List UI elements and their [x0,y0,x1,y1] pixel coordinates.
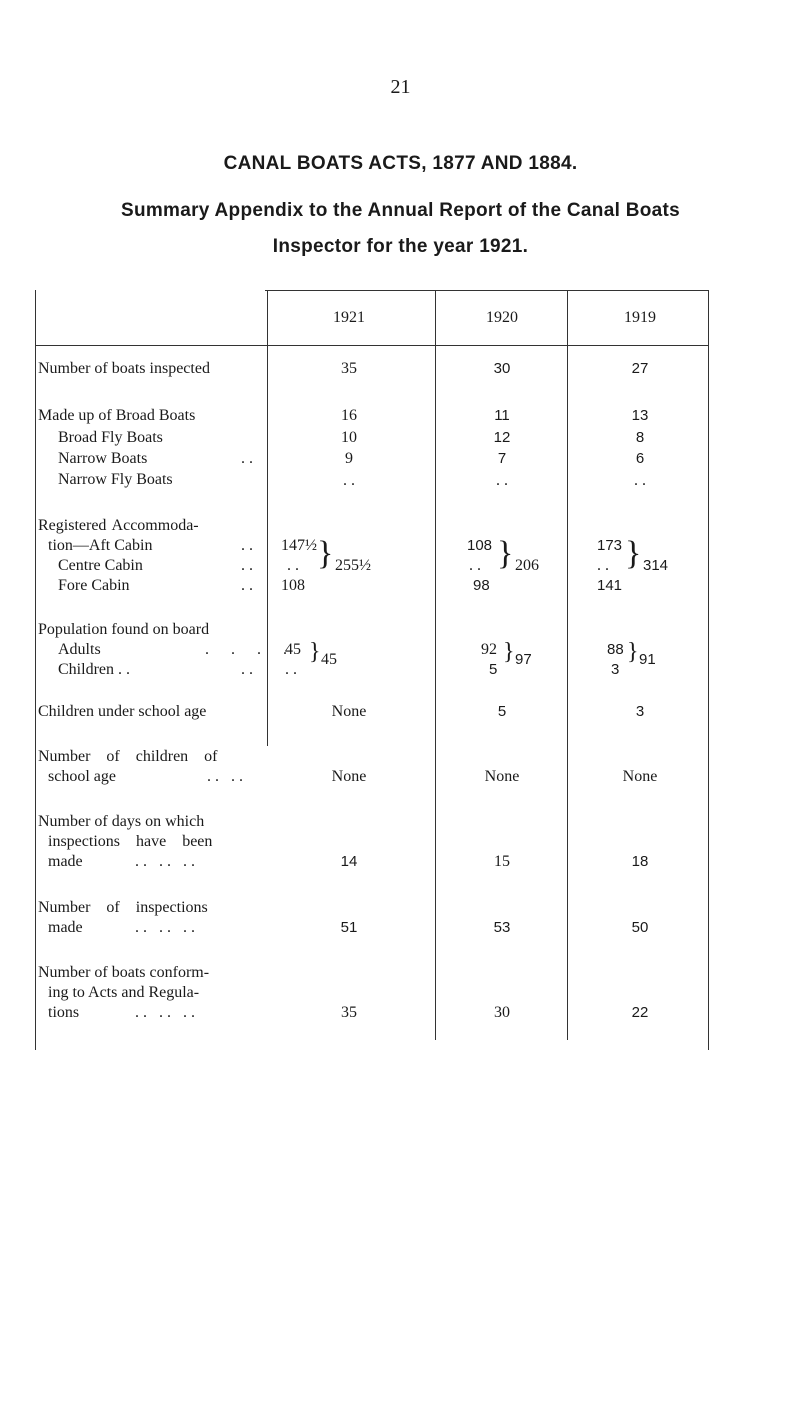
page-number: 21 [390,76,411,98]
cell-value: . . [634,472,646,489]
leader-dots: . . . . [207,768,243,785]
cell-value: . . [469,557,481,574]
row-label-children: Children . . [58,661,130,678]
column-rule-1 [267,290,268,746]
cell-value: 147½ [281,537,317,554]
cell-value: 18 [631,853,649,870]
row-label-adults: Adults [58,641,101,658]
table-top-rule [265,290,708,291]
cell-value: 22 [631,1004,649,1021]
row-label-broad-fly-boats: Broad Fly Boats [58,429,163,446]
summary-table [35,290,708,1050]
row-label-inspections-made-cont: made [48,919,83,936]
document-subtitle-line-1: Summary Appendix to the Annual Report of the Canal Boats [120,200,681,221]
leader-dots: . . [241,450,253,467]
cell-value: 30 [494,1004,510,1021]
column-rule-3 [567,290,568,1040]
cell-value: 173 [597,537,623,554]
row-label-broad-boats: Made up of Broad Boats [38,407,196,424]
cell-value: 30 [493,360,511,377]
row-label-narrow-boats: Narrow Boats [58,450,148,467]
row-label-boats-conforming: Number of boats conform- [38,964,210,981]
cell-value: 6 [635,450,645,467]
cell-value: 16 [341,407,357,424]
document-title: CANAL BOATS ACTS, 1877 AND 1884. [223,153,578,174]
row-label-children-of-school-age-cont: school age [48,768,116,785]
cell-total: 206 [515,557,539,574]
cell-value: 8 [635,429,645,446]
table-left-rule [35,290,36,1050]
row-label-registered-accommodation: Registered Accommoda- [38,517,199,534]
leader-dots: . . [241,661,253,678]
cell-value: 53 [493,919,511,936]
cell-value: 27 [631,360,649,377]
cell-value: 35 [341,360,357,377]
cell-total: 314 [643,557,669,574]
brace-icon: } [503,639,515,665]
cell-value: None [331,768,367,785]
cell-value: 45 [285,641,301,658]
cell-value: 5 [489,661,498,678]
brace-icon: } [627,639,639,665]
cell-value: 7 [497,450,507,467]
leader-dots: . . [241,557,253,574]
cell-value: 108 [281,577,305,594]
cell-value: 141 [597,577,623,594]
cell-value: . . [343,472,355,489]
table-right-rule [708,290,709,1050]
cell-value: . . [597,557,609,574]
cell-value: 3 [611,661,620,678]
cell-value: 14 [340,853,358,870]
cell-value: . . [287,557,299,574]
column-header-1921: 1921 [333,309,365,326]
document-subtitle-line-2: Inspector for the year 1921. [272,236,529,257]
cell-value: 50 [631,919,649,936]
cell-value: 88 [607,641,624,658]
cell-total: 45 [321,651,337,668]
leader-dots: . . . . . . [135,919,195,936]
row-label-boats-conforming-cont: ing to Acts and Regula- [48,984,200,1001]
cell-value: 15 [494,853,510,870]
brace-icon: } [309,639,321,665]
row-label-narrow-fly-boats: Narrow Fly Boats [58,471,173,488]
cell-value: 10 [341,429,357,446]
cell-value: 5 [497,703,507,720]
cell-value: 12 [493,429,511,446]
row-label-days-inspected-cont2: made [48,853,83,870]
cell-value: . . [496,472,508,489]
row-label-centre-cabin: Centre Cabin [58,557,143,574]
cell-value: 9 [345,450,353,467]
leader-dots: . . . . . . [135,1004,195,1021]
cell-value: 35 [341,1004,357,1021]
cell-value: None [331,703,367,720]
cell-value: . . [285,661,297,678]
leader-dots: . . [241,537,253,554]
row-label-aft-cabin: tion—Aft Cabin [48,537,153,554]
cell-value: None [484,768,520,785]
row-label-fore-cabin: Fore Cabin [58,577,130,594]
brace-icon: } [625,535,642,572]
cell-value: 11 [494,407,510,424]
brace-icon: } [317,535,334,572]
column-header-1920: 1920 [486,309,518,326]
row-label-inspections-made: Number of inspections [38,899,208,916]
row-label-boats-inspected: Number of boats inspected [38,360,210,377]
leader-dots: . . . . [205,641,287,658]
cell-total: 91 [639,651,656,668]
row-label-children-of-school-age: Number of children of [38,748,218,765]
row-label-children-under-school-age: Children under school age [38,703,207,720]
row-label-boats-conforming-cont2: tions [48,1004,80,1021]
row-label-days-inspected-cont: inspections have been [48,833,213,850]
column-header-1919: 1919 [624,309,656,326]
cell-value: 108 [467,537,493,554]
cell-value: 51 [340,919,358,936]
cell-value: 13 [631,407,649,424]
column-rule-2 [435,290,436,1040]
leader-dots: . . [241,577,253,594]
cell-value: None [622,768,658,785]
brace-icon: } [497,535,514,572]
row-label-population: Population found on board [38,621,210,638]
cell-total: 97 [515,651,532,668]
cell-value: 92 [481,641,497,658]
cell-value: 3 [635,703,645,720]
table-header-rule [35,345,708,346]
cell-total: 255½ [335,557,371,574]
row-label-days-inspected: Number of days on which [38,813,205,830]
cell-value: 98 [473,577,490,594]
leader-dots: . . . . . . [135,853,195,870]
